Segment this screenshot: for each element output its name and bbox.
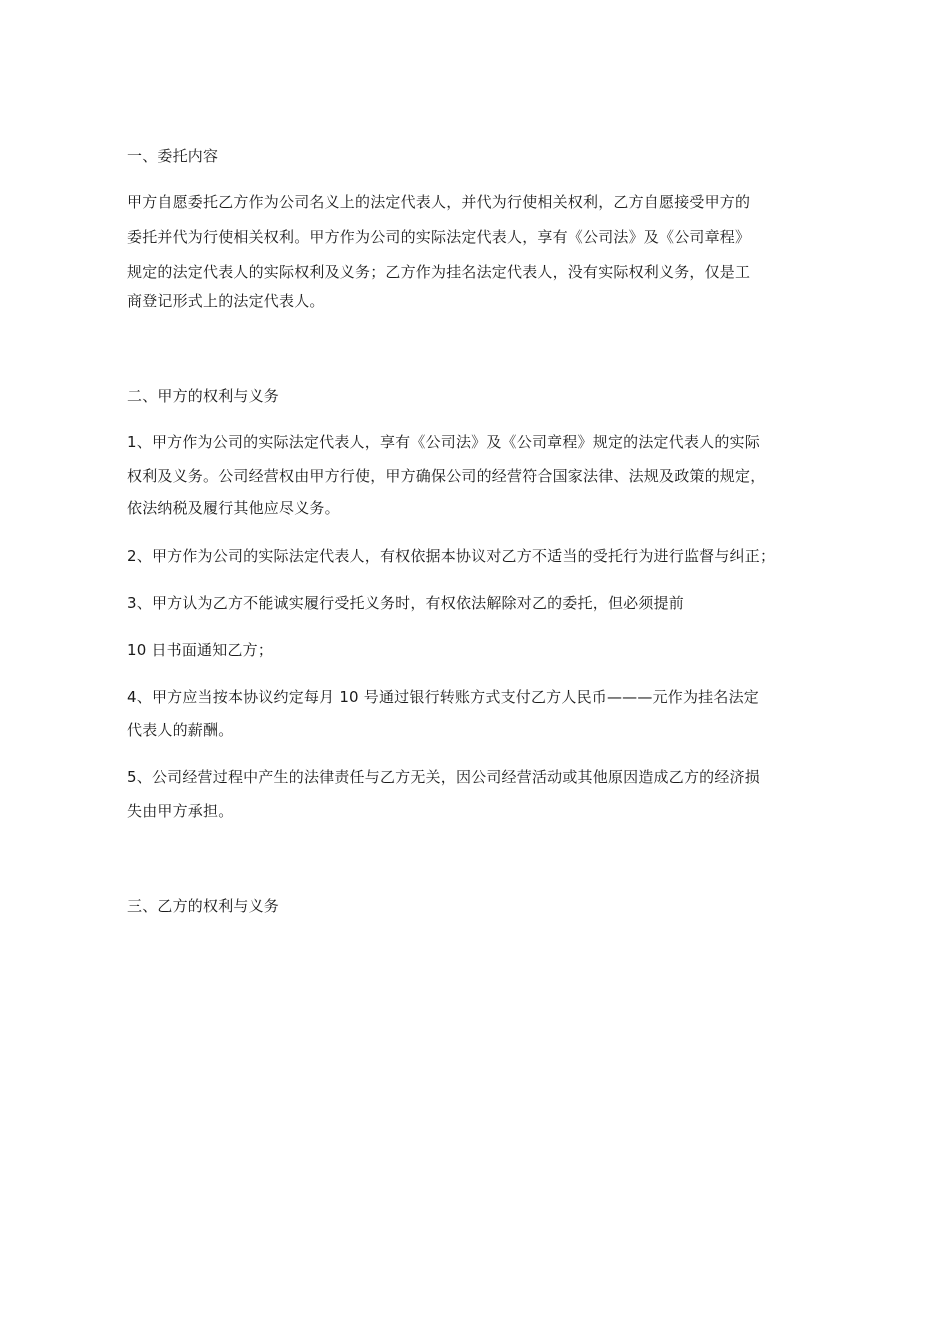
section-2-heading: 二、甲方的权利与义务 [127,387,280,405]
section-2-item-1-line: 1、甲方作为公司的实际法定代表人，享有《公司法》及《公司章程》规定的法定代表人的实际 [127,433,760,451]
section-1-paragraph-line: 规定的法定代表人的实际权利及义务；乙方作为挂名法定代表人，没有实际权利义务，仅是工 [127,263,751,281]
section-3-heading: 三、乙方的权利与义务 [127,897,280,915]
section-1-paragraph-line: 甲方自愿委托乙方作为公司名义上的法定代表人，并代为行使相关权利，乙方自愿接受甲方的 [127,193,751,211]
section-2-item-2-line: 2、甲方作为公司的实际法定代表人，有权依据本协议对乙方不适当的受托行为进行监督与纠正； [127,547,776,565]
section-1-paragraph-line: 商登记形式上的法定代表人。 [127,292,325,310]
section-2-item-1-line: 依法纳税及履行其他应尽义务。 [127,499,340,517]
section-2-item-5-line: 5、公司经营过程中产生的法律责任与乙方无关，因公司经营活动或其他原因造成乙方的经济损 [127,768,760,786]
section-2-item-3-continuation: 10 日书面通知乙方； [127,641,274,659]
section-2-item-1-line: 权利及义务。公司经营权由甲方行使，甲方确保公司的经营符合国家法律、法规及政策的规定， [127,467,766,485]
section-2-item-4-line: 4、甲方应当按本协议约定每月 10 号通过银行转账方式支付乙方人民币———元作为挂名法定 [127,688,759,706]
section-2-item-5-line: 失由甲方承担。 [127,802,234,820]
section-2-item-4-line: 代表人的薪酬。 [127,721,234,739]
section-1-heading: 一、委托内容 [127,147,219,165]
section-2-item-3-line: 3、甲方认为乙方不能诚实履行受托义务时，有权依法解除对乙的委托，但必须提前 [127,594,684,612]
section-1-paragraph-line: 委托并代为行使相关权利。甲方作为公司的实际法定代表人，享有《公司法》及《公司章程》 [127,228,751,246]
